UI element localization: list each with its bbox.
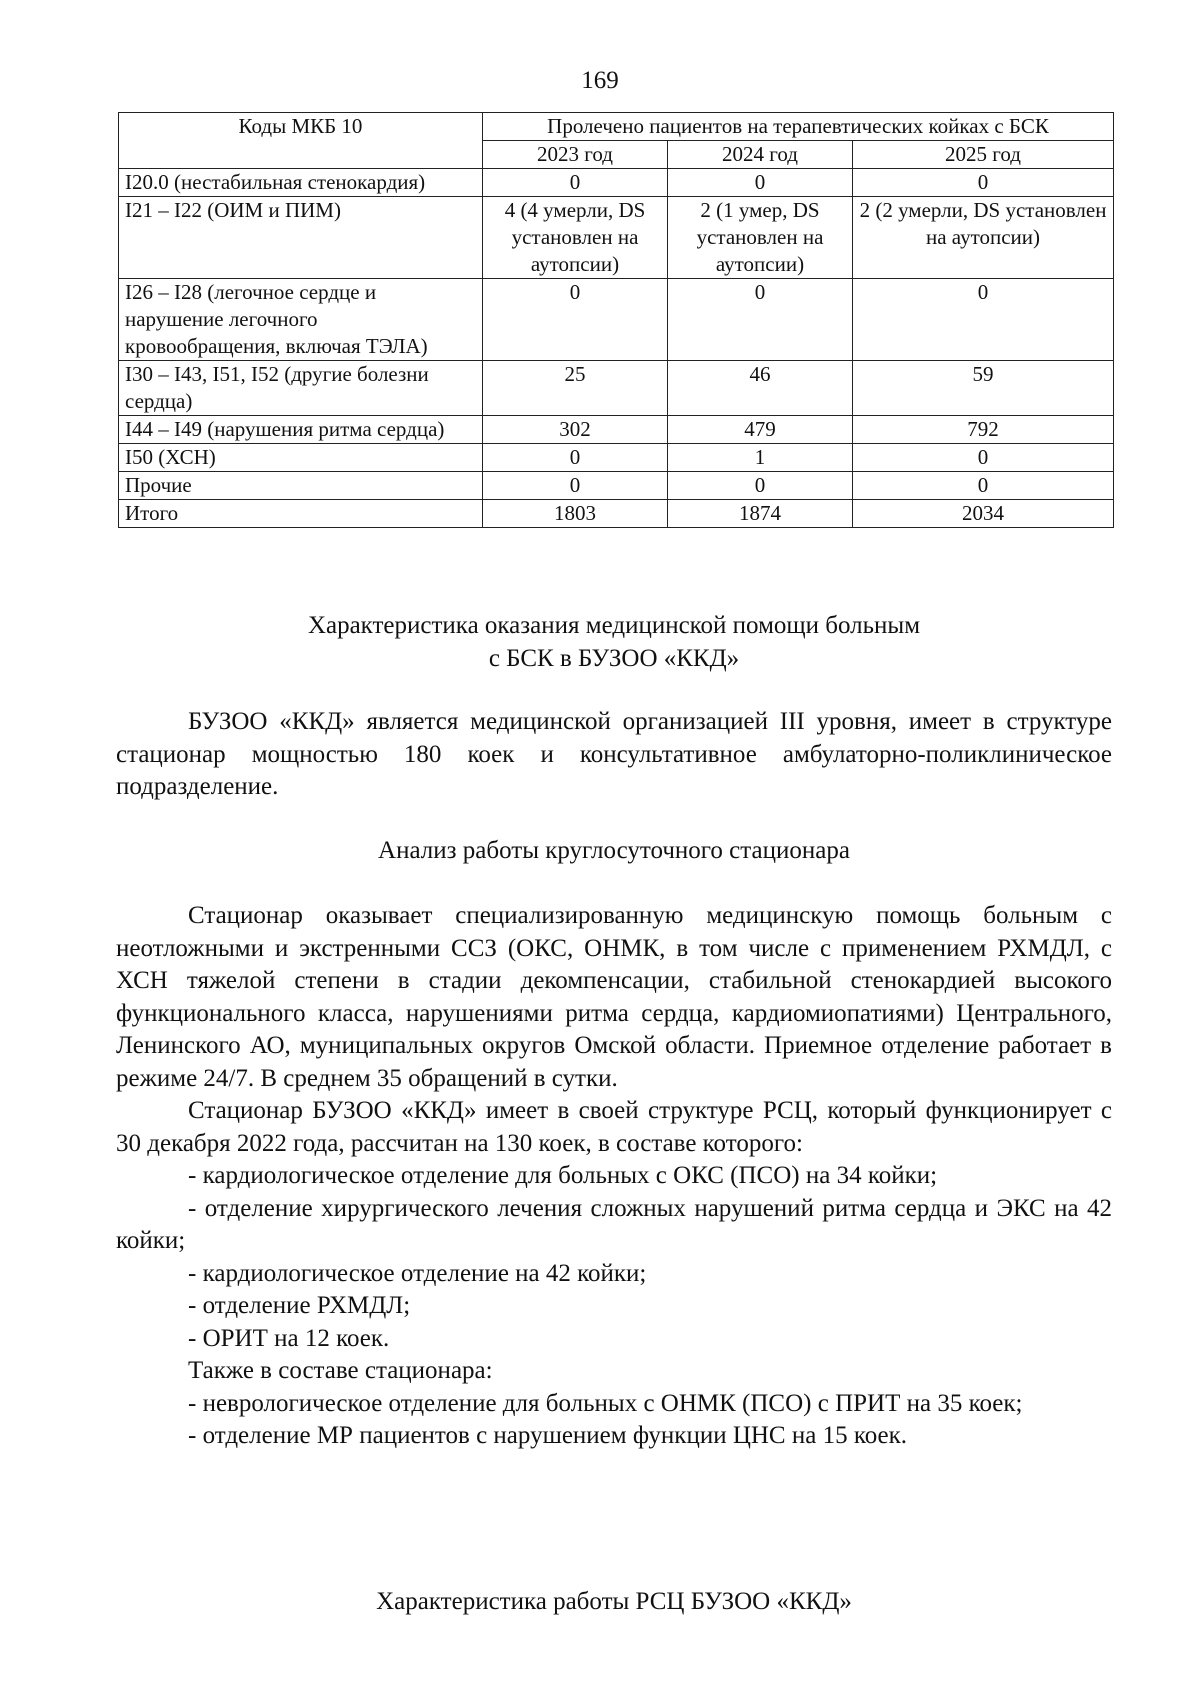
list-item: - ОРИТ на 12 коек. (188, 1324, 390, 1352)
table-row-total (119, 500, 1114, 528)
also-label: Также в составе стационара: (188, 1357, 493, 1384)
row-value: 302 (483, 416, 668, 444)
header-group: Пролечено пациентов на терапевтических койках с БСК (483, 113, 1114, 141)
list-item: - кардиологическое отделение для больных с ОКС (ПСО) на 34 койки; (188, 1162, 938, 1189)
header-year: 2024 год (668, 141, 853, 169)
table-row (119, 472, 1114, 500)
row-value: 479 (668, 416, 853, 444)
row-value: 4 (4 умерли, DS установлен на аутопсии) (483, 197, 668, 279)
table-row (119, 197, 1114, 279)
section2-heading (116, 835, 1112, 868)
row-value: 2034 (853, 500, 1114, 528)
section1-body (116, 706, 1112, 804)
row-value: 1874 (668, 500, 853, 528)
row-code: I30 – I43, I51, I52 (другие болезни сердца) (119, 361, 483, 416)
section2-heading-text: Анализ работы круглосуточного стационара (378, 837, 850, 864)
row-code: Итого (119, 500, 483, 528)
row-code: Прочие (119, 472, 483, 500)
list-item: - кардиологическое отделение на 42 койки; (188, 1259, 647, 1287)
row-value: 1 (668, 444, 853, 472)
row-value: 0 (483, 169, 668, 197)
row-value: 2 (2 умерли, DS установлен на аутопсии) (853, 197, 1114, 279)
table-row (119, 361, 1114, 416)
row-value: 0 (483, 472, 668, 500)
row-code: I44 – I49 (нарушения ритма сердца) (119, 416, 483, 444)
row-value: 0 (483, 279, 668, 361)
section2-body (116, 900, 1112, 1453)
row-value: 0 (668, 279, 853, 361)
section1-paragraph: БУЗОО «ККД» является медицинской организацией III уровня, имеет в структуре стационар мощностью 180 коек и консультативное амбулаторно-поликлиническое подразделение. (116, 708, 1112, 800)
list-item: - отделение хирургического лечения сложных нарушений ритма сердца и ЭКС на 42 койки; (116, 1194, 1112, 1254)
row-code: I50 (ХСН) (119, 444, 483, 472)
table-row (119, 416, 1114, 444)
list-item: - отделение МР пациентов с нарушением функции ЦНС на 15 коек. (188, 1422, 908, 1449)
row-value: 0 (853, 279, 1114, 361)
header-codes: Коды МКБ 10 (119, 113, 483, 169)
section2-paragraph1: Стационар оказывает специализированную медицинскую помощь больным с неотложными и экстренными ССЗ (ОКС, ОНМК, в том числе с применением РХМДЛ, с ХСН тяжелой степени в стадии декомпенсации, стабильной стенокардией высокого функционального класса, нарушениями ритма сердца, кардиомиопатиями) Центрального, Ленинского АО, муниципальных округов Омской области. Приемное отделение работает в режиме 24/7. В среднем 35 обращений в сутки. (116, 902, 1112, 1092)
section1-heading (116, 610, 1112, 675)
header-year: 2023 год (483, 141, 668, 169)
row-code: I21 – I22 (ОИМ и ПИМ) (119, 197, 483, 279)
row-value: 46 (668, 361, 853, 416)
row-code: I26 – I28 (легочное сердце и нарушение легочного кровообращения, включая ТЭЛА) (119, 279, 483, 361)
header-year: 2025 год (853, 141, 1114, 169)
section2-paragraph2: Стационар БУЗОО «ККД» имеет в своей структуре РСЦ, который функционирует с 30 декабря 2022 года, рассчитан на 130 коек, в составе которого: (116, 1097, 1112, 1157)
icd-treatment-table (118, 112, 1114, 528)
row-value: 59 (853, 361, 1114, 416)
table-row (119, 279, 1114, 361)
row-value: 0 (668, 169, 853, 197)
row-value: 1803 (483, 500, 668, 528)
table-row (119, 169, 1114, 197)
page-number: 169 (581, 67, 619, 94)
row-value: 792 (853, 416, 1114, 444)
section1-heading-line1: Характеристика оказания медицинской помощи больным (307, 612, 921, 639)
row-value: 0 (853, 169, 1114, 197)
row-value: 0 (668, 472, 853, 500)
row-code: I20.0 (нестабильная стенокардия) (119, 169, 483, 197)
list-item: - отделение РХМДЛ; (188, 1292, 411, 1319)
table-row (119, 444, 1114, 472)
row-value: 0 (853, 444, 1114, 472)
section3-heading-text: Характеристика работы РСЦ БУЗОО «ККД» (376, 1588, 852, 1615)
list-item: - неврологическое отделение для больных с ОНМК (ПСО) с ПРИТ на 35 коек; (188, 1389, 1023, 1417)
section1-heading-line2: с БСК в БУЗОО «ККД» (488, 644, 740, 672)
row-value: 2 (1 умер, DS установлен на аутопсии) (668, 197, 853, 279)
row-value: 25 (483, 361, 668, 416)
row-value: 0 (853, 472, 1114, 500)
section3-heading (116, 1586, 1112, 1619)
row-value: 0 (483, 444, 668, 472)
